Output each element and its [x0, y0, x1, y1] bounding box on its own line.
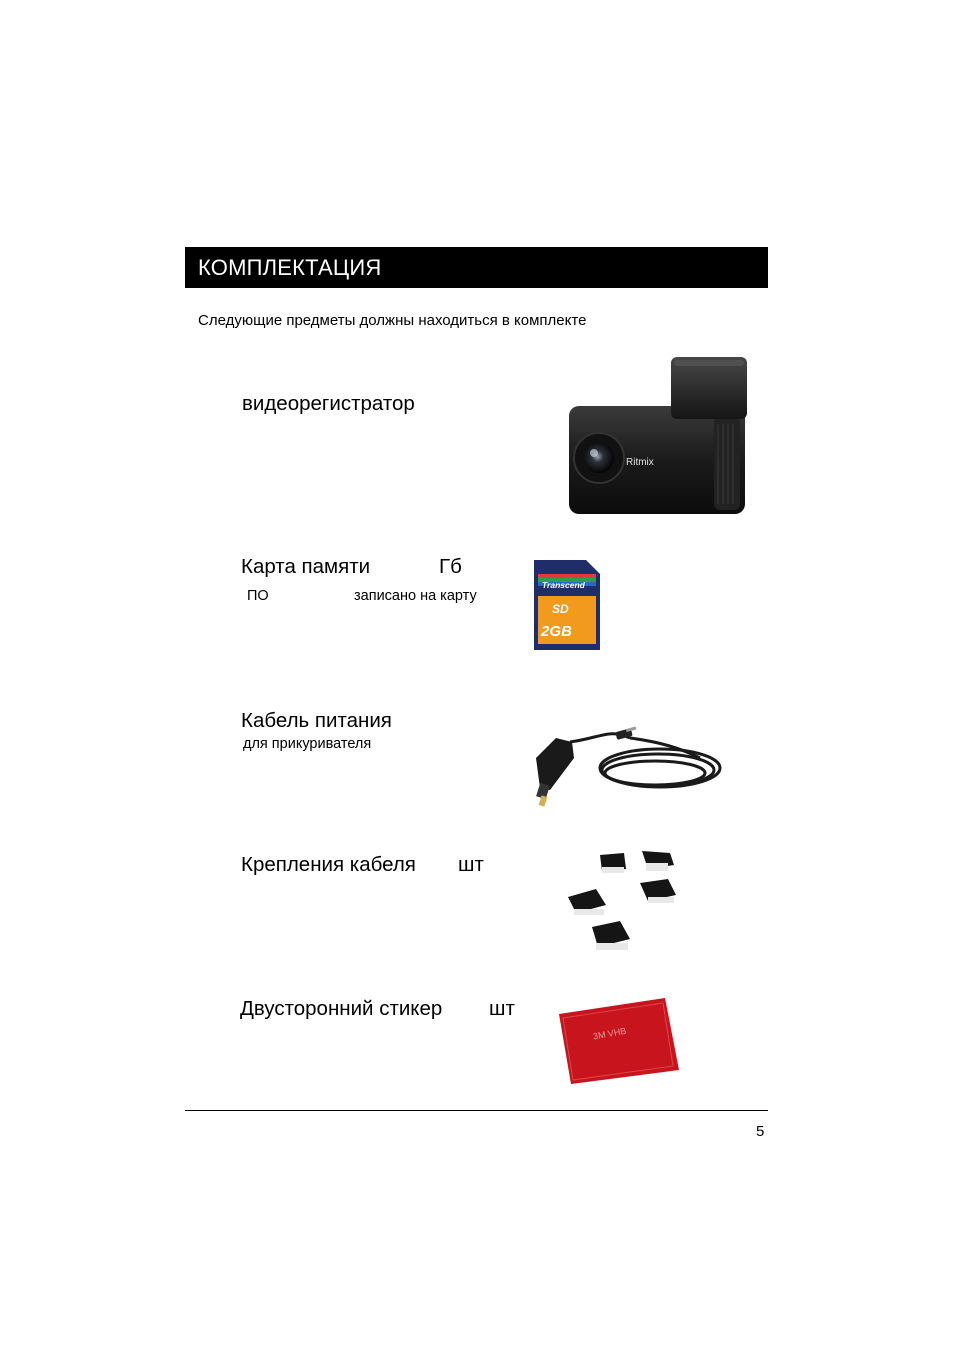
dashcam-brand-label: Ritmix: [626, 457, 654, 468]
page-number: 5: [756, 1123, 765, 1140]
footer-divider: [185, 1110, 768, 1111]
power-cable-image: [530, 718, 722, 810]
item-sticker-title: Двусторонний стикер: [240, 997, 443, 1020]
card-brand-label: Transcend: [542, 580, 585, 590]
item-card-title: Карта памяти: [241, 555, 371, 578]
section-title: КОМПЛЕКТАЦИЯ: [198, 255, 382, 280]
item-cable-sub: для прикуривателя: [243, 736, 372, 752]
item-sticker-unit: шт: [489, 997, 515, 1020]
section-header: [185, 247, 768, 288]
item-card-unit: Гб: [439, 555, 462, 578]
item-clips-title: Крепления кабеля: [241, 853, 416, 876]
item-cable-title: Кабель питания: [241, 709, 392, 732]
cable-clips-image: [562, 843, 696, 963]
intro-text: Следующие предметы должны находиться в комплекте: [198, 312, 587, 329]
item-dvr-title: видеорегистратор: [242, 392, 415, 415]
card-logo-label: SD: [552, 602, 569, 616]
item-clips-unit: шт: [458, 853, 484, 876]
item-card-sub-right: записано на карту: [354, 588, 477, 604]
item-card-sub-left: ПО: [247, 588, 269, 604]
sticker-image: [553, 994, 683, 1086]
sticker-print-text: 3M VHB: [592, 1025, 628, 1042]
card-capacity-label: 2GB: [541, 623, 572, 640]
dashcam-image: [566, 354, 752, 518]
sd-card-image: [532, 558, 602, 652]
